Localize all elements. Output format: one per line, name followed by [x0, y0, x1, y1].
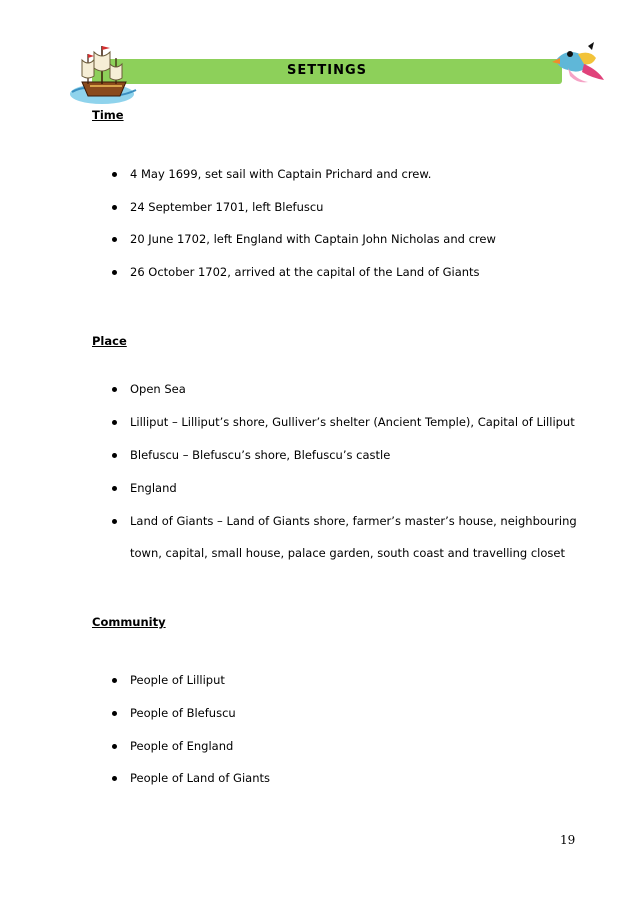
bullet-icon — [112, 420, 117, 425]
bullet-icon — [112, 387, 117, 392]
bullet-icon — [112, 519, 117, 524]
bullet-icon — [112, 453, 117, 458]
section-heading-community: Community — [92, 615, 166, 629]
ship-icon — [66, 38, 144, 110]
header-banner — [92, 59, 562, 84]
bullet-icon — [112, 237, 117, 242]
bullet-icon — [112, 678, 117, 683]
bullet-icon — [112, 172, 117, 177]
bullet-icon — [112, 744, 117, 749]
bullet-icon — [112, 486, 117, 491]
bullet-icon — [112, 776, 117, 781]
page-number: 19 — [560, 833, 576, 847]
bullet-icon — [112, 270, 117, 275]
bullet-icon — [112, 205, 117, 210]
section-heading-time: Time — [92, 108, 124, 122]
page-title: SETTINGS — [286, 63, 368, 78]
parrot-icon — [548, 40, 608, 84]
section-heading-place: Place — [92, 334, 127, 348]
bullet-icon — [112, 711, 117, 716]
